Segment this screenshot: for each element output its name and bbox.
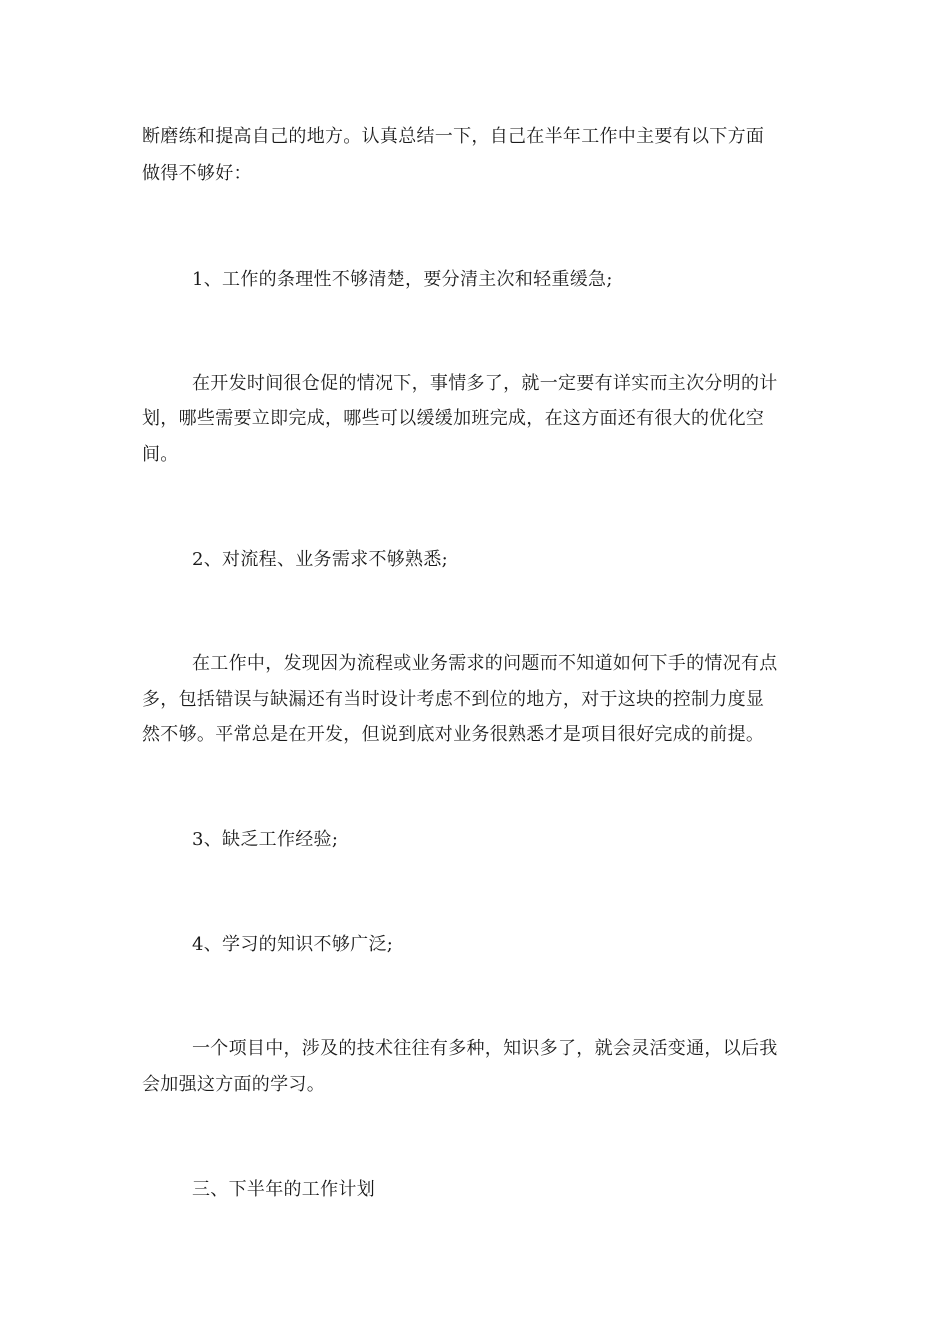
paragraph-line: 会加强这方面的学习。 <box>142 1074 325 1095</box>
section-heading: 三、下半年的工作计划 <box>192 1179 375 1200</box>
list-item-heading: 3、缺乏工作经验; <box>192 829 339 850</box>
paragraph-line: 断磨练和提高自己的地方。认真总结一下，自己在半年工作中主要有以下方面 <box>142 126 765 147</box>
paragraph-line: 在工作中，发现因为流程或业务需求的问题而不知道如何下手的情况有点 <box>192 653 778 674</box>
paragraph-line: 间。 <box>142 444 179 465</box>
list-item-heading: 1、工作的条理性不够清楚，要分清主次和轻重缓急; <box>192 269 613 290</box>
list-item-heading: 4、学习的知识不够广泛; <box>192 934 394 955</box>
paragraph-line: 做得不够好： <box>142 163 252 184</box>
paragraph-line: 然不够。平常总是在开发，但说到底对业务很熟悉才是项目很好完成的前提。 <box>142 724 765 745</box>
paragraph-line: 在开发时间很仓促的情况下，事情多了，就一定要有详实而主次分明的计 <box>192 373 778 394</box>
list-item-heading: 2、对流程、业务需求不够熟悉; <box>192 549 449 570</box>
paragraph-line: 多，包括错误与缺漏还有当时设计考虑不到位的地方，对于这块的控制力度显 <box>142 689 765 710</box>
paragraph-line: 划，哪些需要立即完成，哪些可以缓缓加班完成，在这方面还有很大的优化空 <box>142 408 765 429</box>
paragraph-line: 一个项目中，涉及的技术往往有多种，知识多了，就会灵活变通，以后我 <box>192 1038 778 1059</box>
